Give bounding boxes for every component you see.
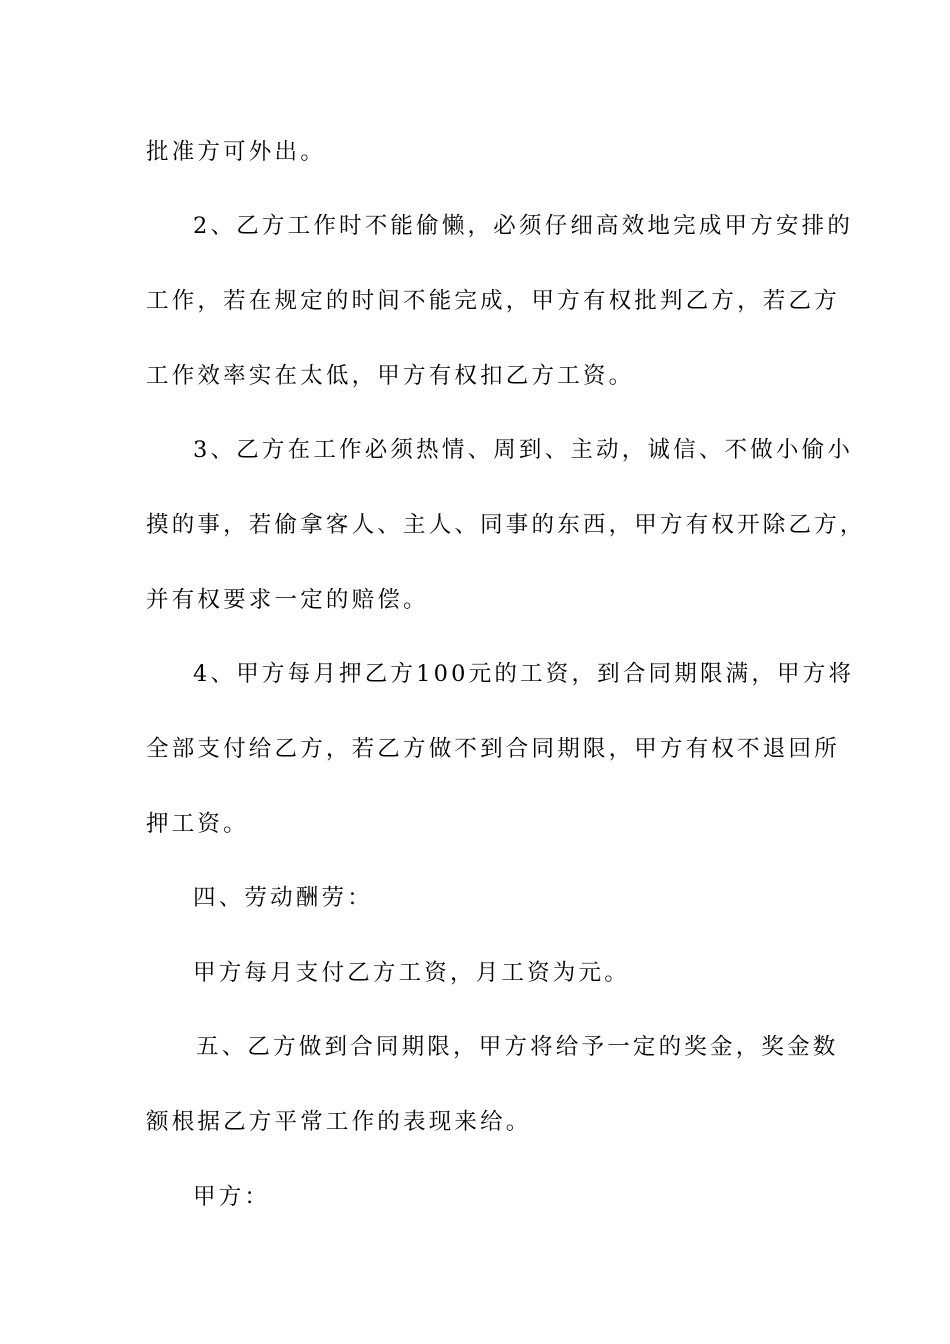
clause-2-line: 工作，若在规定的时间不能完成，甲方有权批判乙方，若乙方	[146, 288, 840, 314]
clause-4-line: 押工资。	[146, 811, 249, 837]
party-a-label: 甲方：	[193, 1184, 271, 1210]
clause-2-line: 2、乙方工作时不能偷懒，必须仔细高效地完成甲方安排的	[193, 213, 854, 239]
clause-4-line: 4、甲方每月押乙方100元的工资，到合同期限满，甲方将	[193, 661, 855, 687]
paragraph-line: 批准方可外出。	[146, 139, 326, 165]
section-5-line: 额根据乙方平常工作的表现来给。	[146, 1109, 532, 1135]
clause-2-line: 工作效率实在太低，甲方有权扣乙方工资。	[146, 363, 635, 389]
clause-3-line: 摸的事，若偷拿客人、主人、同事的东西，甲方有权开除乙方，	[146, 512, 866, 538]
salary-line: 甲方每月支付乙方工资，月工资为元。	[193, 960, 630, 986]
clause-4-line: 全部支付给乙方，若乙方做不到合同期限，甲方有权不退回所	[146, 736, 840, 762]
section-5-line: 五、乙方做到合同期限，甲方将给予一定的奖金，奖金数	[196, 1034, 839, 1060]
section-heading: 四、劳动酬劳：	[193, 885, 373, 911]
clause-3-line: 3、乙方在工作必须热情、周到、主动，诚信、不做小偷小	[193, 437, 854, 463]
clause-3-line: 并有权要求一定的赔偿。	[146, 587, 429, 613]
